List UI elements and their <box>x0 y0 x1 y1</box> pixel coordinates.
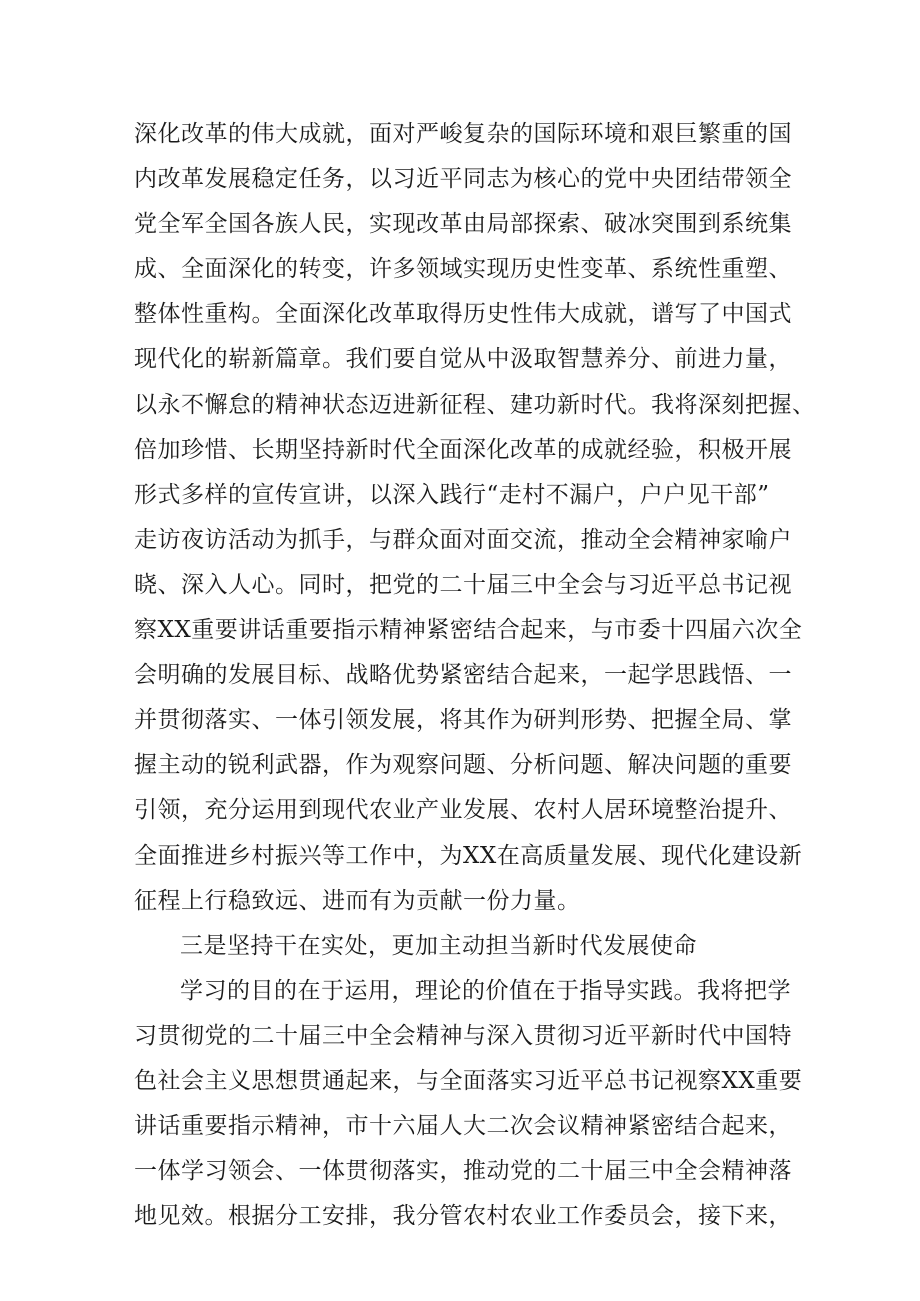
text-line: 成、全面深化的转变，许多领域实现历史性变革、系统性重塑、 <box>134 256 792 283</box>
text-line: 整体性重构。全面深化改革取得历史性伟大成就，谱写了中国式 <box>134 301 792 328</box>
text-line: 并贯彻落实、一体引领发展，将其作为研判形势、把握全局、掌 <box>134 707 792 734</box>
text-line: 以永不懈怠的精神状态迈进新征程、建功新时代。我将深刻把握、 <box>134 391 816 418</box>
text-line: 习贯彻党的二十届三中全会精神与深入贯彻习近平新时代中国特 <box>134 1022 792 1049</box>
text-line: 地见效。根据分工安排，我分管农村农业工作委员会，接下来， <box>134 1203 792 1230</box>
text-line: 色社会主义思想贯通起来，与全面落实习近平总书记视察XX重要 <box>134 1067 803 1094</box>
text-line: 晓、深入人心。同时，把党的二十届三中全会与习近平总书记视 <box>134 571 792 598</box>
text-line: 讲话重要指示精神，市十六届人大二次会议精神紧密结合起来， <box>134 1113 792 1140</box>
section-heading: 三是坚持干在实处，更加主动担当新时代发展使命 <box>180 932 697 959</box>
text-line: 握主动的锐利武器，作为观察问题、分析问题、解决问题的重要 <box>134 752 792 779</box>
text-line: 征程上行稳致远、进而有为贡献一份力量。 <box>134 887 581 914</box>
text-line: 形式多样的宣传宣讲，以深入践行“走村不漏户，户户见干部” <box>134 481 770 508</box>
text-line: 现代化的崭新篇章。我们要自觉从中汲取智慧养分、前进力量， <box>134 346 792 373</box>
text-line: 深化改革的伟大成就，面对严峻复杂的国际环境和艰巨繁重的国 <box>134 121 792 147</box>
text-line: 一体学习领会、一体贯彻落实，推动党的二十届三中全会精神落 <box>134 1158 792 1185</box>
text-line: 走访夜访活动为抓手，与群众面对面交流，推动全会精神家喻户 <box>134 526 792 553</box>
document-body <box>134 112 816 1239</box>
text-line: 学习的目的在于运用，理论的价值在于指导实践。我将把学 <box>180 977 791 1004</box>
text-line: 党全军全国各族人民，实现改革由局部探索、破冰突围到系统集 <box>134 211 792 238</box>
text-line: 全面推进乡村振兴等工作中，为XX在高质量发展、现代化建设新 <box>134 842 803 869</box>
text-line: 倍加珍惜、长期坚持新时代全面深化改革的成就经验，积极开展 <box>134 436 792 463</box>
text-line: 引领，充分运用到现代农业产业发展、农村人居环境整治提升、 <box>134 797 792 824</box>
text-line: 会明确的发展目标、战略优势紧密结合起来，一起学思践悟、一 <box>134 662 792 689</box>
text-line: 内改革发展稳定任务，以习近平同志为核心的党中央团结带领全 <box>134 166 792 193</box>
text-line: 察XX重要讲话重要指示精神紧密结合起来，与市委十四届六次全 <box>134 617 803 644</box>
